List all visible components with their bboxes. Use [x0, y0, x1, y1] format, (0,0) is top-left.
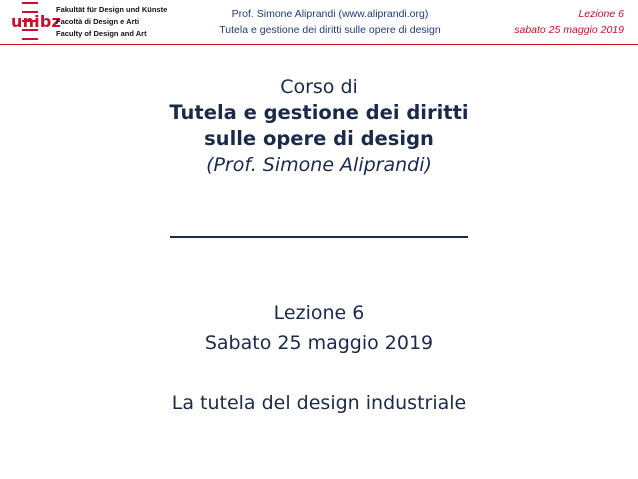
- faculty-name-en: Faculty of Design and Art: [56, 29, 147, 38]
- unibz-wordmark: unibz: [11, 12, 62, 31]
- title-separator: [170, 236, 468, 238]
- faculty-names: [56, 4, 167, 40]
- header-divider: [0, 44, 638, 45]
- lesson-number: Lezione 6: [273, 302, 365, 324]
- lesson-date: Sabato 25 maggio 2019: [204, 332, 434, 354]
- header-author: Prof. Simone Aliprandi (www.aliprandi.org): [231, 8, 429, 20]
- header-course-title: Tutela e gestione dei diritti sulle opere di design: [219, 24, 441, 36]
- slide-header: [0, 0, 638, 46]
- header-course-info: [180, 6, 480, 38]
- header-lesson-date: sabato 25 maggio 2019: [514, 24, 624, 36]
- faculty-name-it: Facoltà di Design e Arti: [56, 17, 140, 26]
- professor-name: (Prof. Simone Aliprandi): [206, 154, 432, 176]
- course-title-line-2: sulle opere di design: [204, 127, 434, 150]
- course-intro: Corso di: [280, 76, 358, 98]
- faculty-name-de: Fakultät für Design und Künste: [56, 5, 168, 14]
- lesson-topic: La tutela del design industriale: [171, 392, 467, 414]
- header-lesson-number: Lezione 6: [578, 8, 624, 20]
- course-title-block: [0, 74, 638, 178]
- header-lesson-info: [514, 6, 624, 38]
- course-title-line-1: Tutela e gestione dei diritti: [169, 101, 469, 124]
- lesson-block: [0, 298, 638, 358]
